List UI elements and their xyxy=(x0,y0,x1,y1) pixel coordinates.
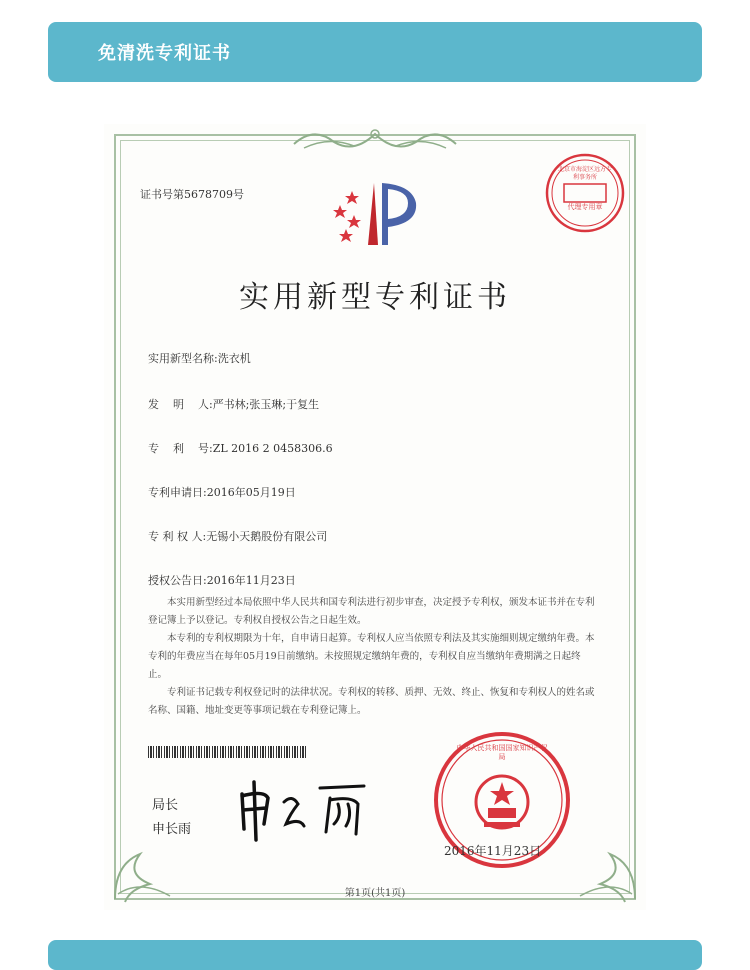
certificate-title: 实用新型专利证书 xyxy=(239,280,511,315)
patent-office-logo-icon xyxy=(332,179,424,249)
field-application-date: 专利申请日:2016年05月19日 xyxy=(148,486,296,499)
barcode xyxy=(148,746,306,758)
agency-seal-icon xyxy=(544,152,626,234)
field-patent-number: 专 利 号:ZL 2016 2 0458306.6 xyxy=(148,442,333,455)
top-ornament-icon xyxy=(284,124,466,154)
paragraph: 专利证书记载专利权登记时的法律状况。专利权的转移、质押、无效、终止、恢复和专利权人的姓名或名称、国籍、地址变更等事项记载在专利登记簿上。 xyxy=(148,687,595,716)
field-grant-date: 授权公告日:2016年11月23日 xyxy=(148,574,296,587)
certificate-body-text xyxy=(148,594,598,720)
patent-certificate xyxy=(104,124,646,910)
signer-title: 局长 xyxy=(152,798,179,813)
field-utility-model-name: 实用新型名称:洗衣机 xyxy=(148,352,251,365)
handwritten-signature-icon xyxy=(234,774,374,844)
national-ipa-seal-text: 中华人民共和国国家知识产权局 xyxy=(456,744,548,761)
signer-name: 申长雨 xyxy=(152,822,192,837)
agency-seal-top-text: 北京市海淀区远方专利事务所 xyxy=(557,166,612,181)
paragraph: 本专利的专利权期限为十年，自申请日起算。专利权人应当依照专利法及其实施细则规定缴纳年费。本专利的年费应当在每年05月19日前缴纳。未按照规定缴纳年费的，专利权自应当缴纳年费期满之日起终止。 xyxy=(148,633,595,680)
paragraph: 本实用新型经过本局依照中华人民共和国专利法进行初步审查，决定授予专利权，颁发本证书并在专利登记簿上予以登记。专利权自授权公告之日起生效。 xyxy=(148,597,595,626)
footer-bar xyxy=(48,940,702,970)
page-number: 第1页(共1页) xyxy=(344,888,406,899)
header-bar xyxy=(48,22,702,82)
field-patentee: 专 利 权 人:无锡小天鹅股份有限公司 xyxy=(148,530,328,543)
header-title: 免清洗专利证书 xyxy=(98,43,231,64)
field-inventors: 发 明 人:严书林;张玉琳;于复生 xyxy=(148,398,320,411)
agency-seal-center-text: 代理专用章 xyxy=(567,203,603,211)
seal-date: 2016年11月23日 xyxy=(444,844,542,858)
certificate-number: 证书号第5678709号 xyxy=(140,188,244,201)
